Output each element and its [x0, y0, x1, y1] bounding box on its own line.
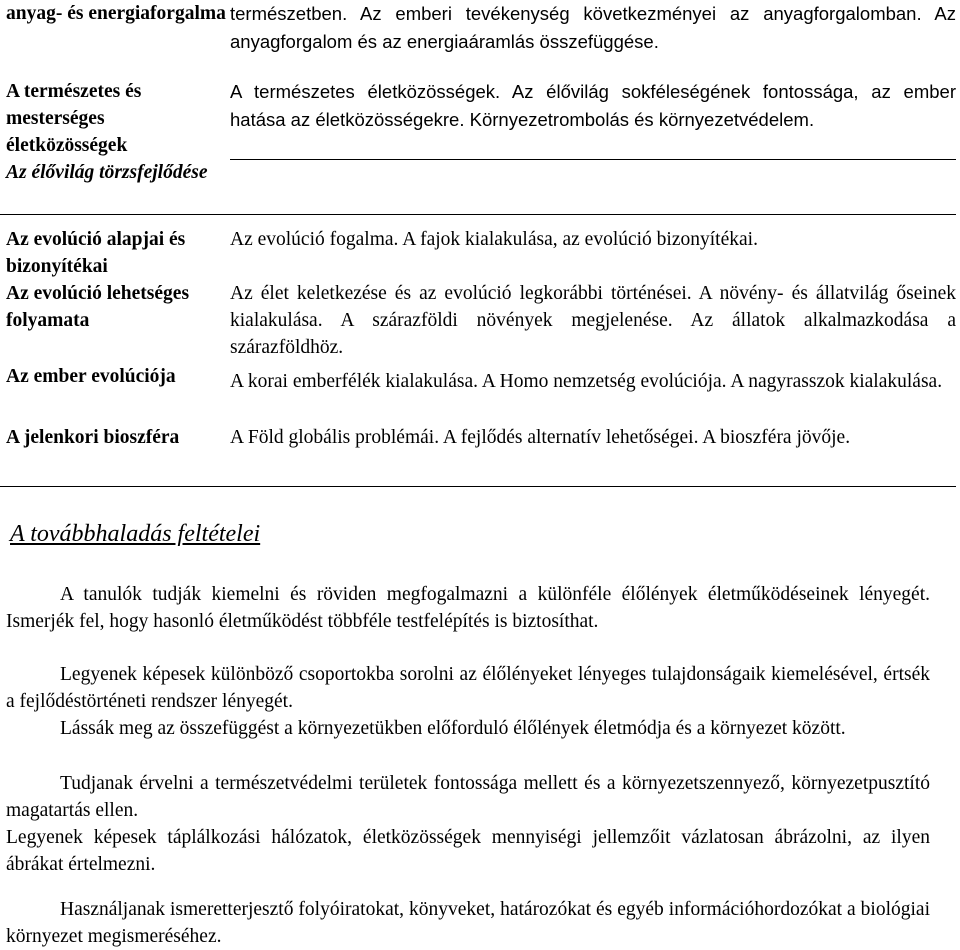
topic-label: Az evolúció lehetséges folyamata [6, 283, 190, 331]
requirement-paragraph: Lássák meg az összefüggést a környezetükben előforduló élőlények életmódja és a környezet között. [60, 718, 846, 739]
divider-line [0, 486, 956, 487]
topic-label: A jelenkori bioszféra [6, 427, 180, 448]
topic-label: Az evolúció alapjai és bizonyítékai [6, 229, 186, 277]
section-heading: A továbbhaladás feltételei [10, 521, 261, 547]
requirement-paragraph: A tanulók tudják kiemelni és röviden megfogalmazni a különféle élőlények életműködéseinek lényegét. Ismerjék fel, hogy hasonló életműködést többféle testfelépítés is biztosíthat. [6, 584, 930, 632]
topic-text: A Föld globális problémái. A fejlődés alternatív lehetőségei. A bioszféra jövője. [230, 427, 851, 448]
requirement-paragraph: Legyenek képesek különböző csoportokba sorolni az élőlényeket lényeges tulajdonságaik kiemelésével, értsék a fejlődéstörténeti rendszer lényegét. [6, 664, 930, 712]
divider-line [0, 214, 956, 215]
topic-label: Az ember evolúciója [6, 366, 176, 387]
requirement-paragraph: Használjanak ismeretterjesztő folyóiratokat, könyveket, határozókat és egyéb információhordozókat a biológiai környezet megismeréséhez. [6, 899, 930, 947]
topic-text-content: természetben. Az emberi tevékenység következményei az anyagforgalomban. Az anyagforgalom és az energiaáramlás összefüggése. [230, 3, 956, 52]
topic-label-italic: Az élővilág törzsfejlődése [6, 162, 208, 183]
topic-text [230, 0, 956, 56]
topic-text: Az evolúció fogalma. A fajok kialakulása, az evolúció bizonyítékai. [230, 229, 758, 250]
topic-label: anyag- és energiaforgalma [6, 3, 226, 24]
requirement-paragraph: Legyenek képesek táplálkozási hálózatok, életközösségek mennyiségi jellemzőit vázlatosan ábrázolni, az ilyen ábrákat értelmezni. [6, 827, 930, 875]
topic-text: A korai emberfélék kialakulása. A Homo nemzetség evolúciója. A nagyrasszok kialakulása. [230, 371, 943, 392]
requirement-paragraph: Tudjanak érvelni a természetvédelmi területek fontossága mellett és a környezetszennyező, környezetpusztító magatartás ellen. [6, 773, 930, 821]
topic-label-main: A természetes és mesterséges életközösségek [6, 81, 142, 156]
topic-text: Az élet keletkezése és az evolúció legkorábbi történései. A növény- és állatvilág őseinek kialakulása. A szárazföldi növények megjelenése. Az állatok alkalmazkodása a szárazföldhöz. [230, 283, 956, 358]
divider-line [230, 159, 956, 160]
topic-text-content: A természetes életközösségek. Az élővilág sokféleségének fontossága, az ember hatása az életközösségekre. Környezetrombolás és környezetvédelem. [230, 81, 956, 130]
topic-text [230, 78, 956, 134]
topic-label [6, 78, 228, 186]
